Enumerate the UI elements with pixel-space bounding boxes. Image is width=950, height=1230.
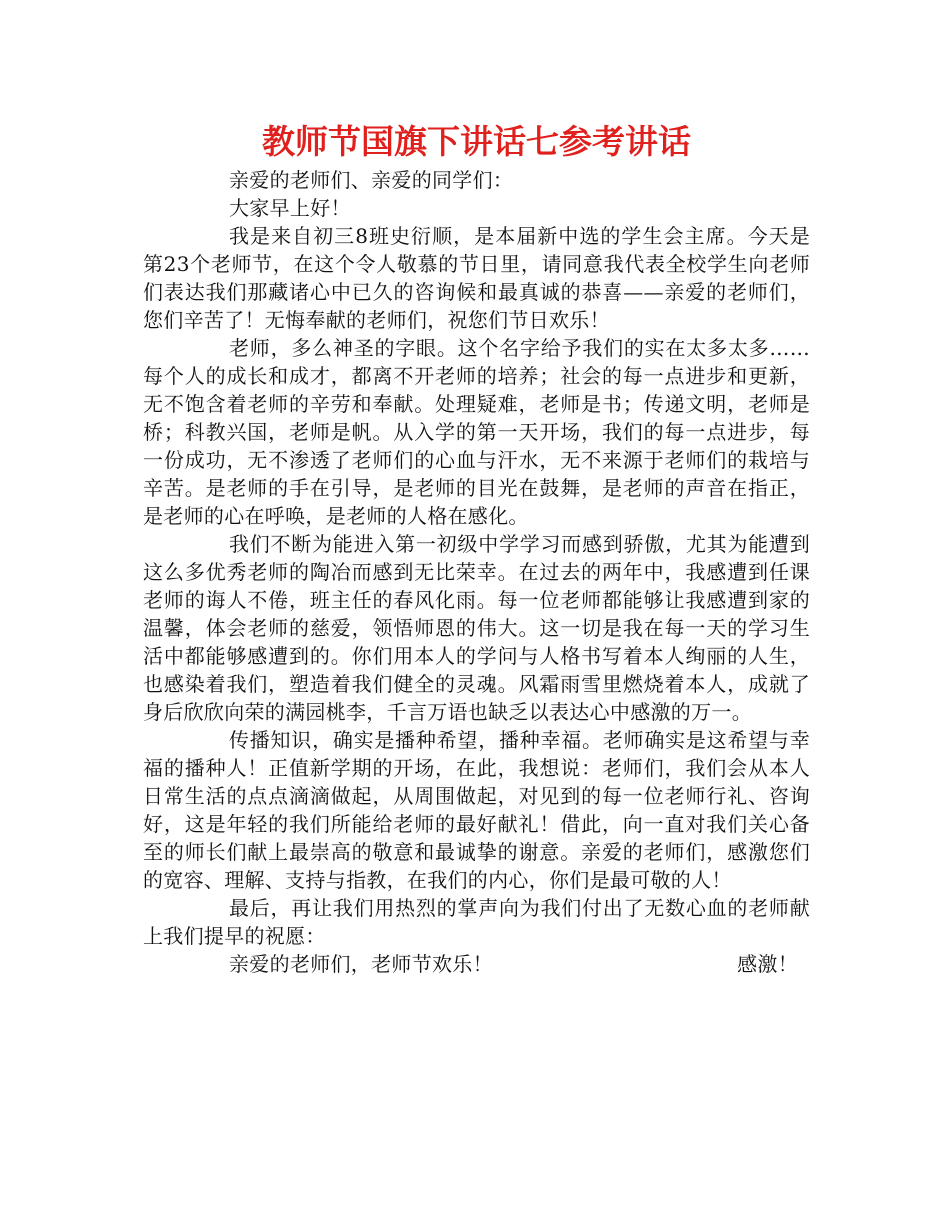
paragraph-promise: 传播知识，确实是播种希望，播种幸福。老师确实是这希望与幸福的播种人！正值新学期的开场，在此，我想说：老师们，我们会从本人日常生活的点点滴滴做起，从周围做起，对见到的每一位老师行礼、咨询好，这是年轻的我们所能给老师的最好献礼！借此，向一直对我们关心备至的师长们献上最崇高的敬意和最诚挚的谢意。亲爱的老师们，感激您们的宽容、理解、支持与指教，在我们的内心，你们是最可敬的人！: [143, 728, 810, 892]
salutation-line: 亲爱的老师们、亲爱的同学们：: [229, 168, 514, 192]
paragraph-teacher: 老师，多么神圣的字眼。这个名字给予我们的实在太多太多……每个人的成长和成才，都离不开老师的培养；社会的每一点进步和更新，无不饱含着老师的辛劳和奉献。处理疑难，老师是书；传递文明，老师是桥；科教兴国，老师是帆。从入学的第一天开场，我们的每一点进步，每一份成功，无不渗透了老师们的心血与汗水，无不来源于老师们的栽培与辛苦。是老师的手在引导，是老师的目光在鼓舞，是老师的声音在指正，是老师的心在呼唤，是老师的人格在感化。: [143, 336, 810, 528]
closing-thanks: 感激！: [737, 952, 798, 976]
paragraph-gratitude: 我们不断为能进入第一初级中学学习而感到骄傲，尤其为能遭到这么多优秀老师的陶冶而感到无比荣幸。在过去的两年中，我感遭到任课老师的诲人不倦，班主任的春风化雨。每一位老师都能够让我感遭到家的温馨，体会老师的慈爱，领悟师恩的伟大。这一切是我在每一天的学习生活中都能够感遭到的。你们用本人的学问与人格书写着本人绚丽的人生，也感染着我们，塑造着我们健全的灵魂。风霜雨雪里燃烧着本人，成就了身后欣欣向荣的满园桃李，千言万语也缺乏以表达心中感激的万一。: [143, 532, 810, 724]
paragraph-intro: 我是来自初三8班史衍顺，是本届新中选的学生会主席。今天是第23个老师节，在这个令人敬慕的节日里，请同意我代表全校学生向老师们表达我们那藏诸心中已久的咨询候和最真诚的恭喜——亲爱的老师们，您们辛苦了！无悔奉献的老师们，祝您们节日欢乐！: [143, 224, 810, 332]
document-title: 教师节国旗下讲话七参考讲话: [262, 122, 691, 161]
document-page: [143, 120, 810, 978]
paragraph-final: 最后，再让我们用热烈的掌声向为我们付出了无数心血的老师献上我们提早的祝愿：: [143, 896, 810, 948]
greeting-line: 大家早上好！: [229, 196, 351, 220]
closing-line: [143, 950, 810, 978]
closing-wish: 亲爱的老师们，老师节欢乐！: [229, 952, 493, 976]
